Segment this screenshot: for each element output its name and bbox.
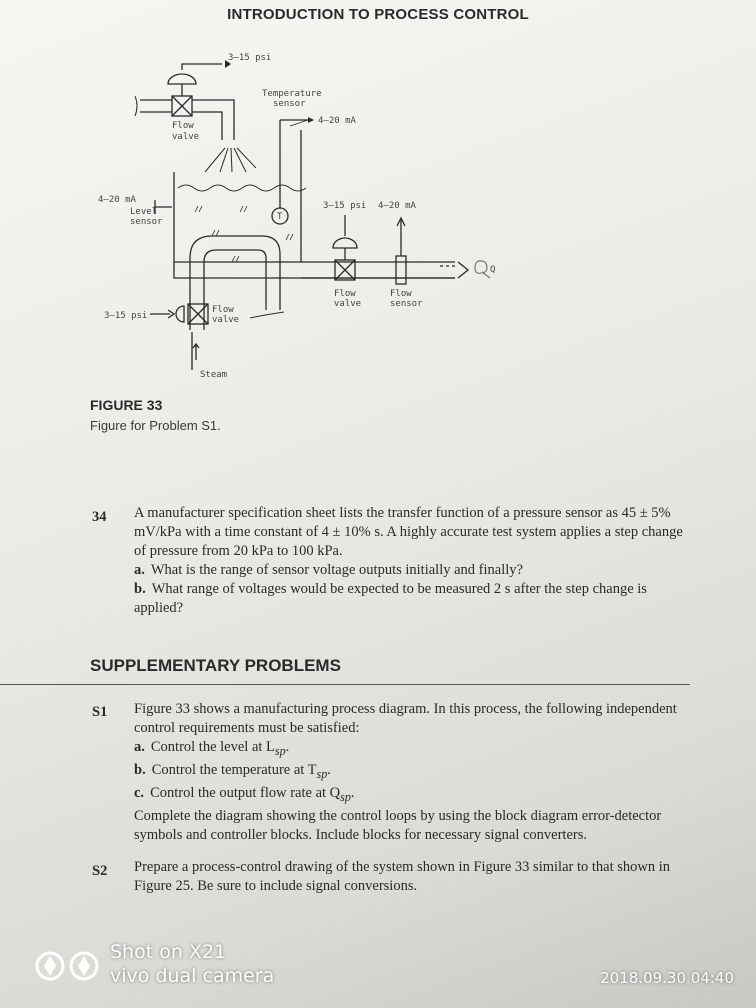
label-temp-sensor-2: sensor [273,99,306,109]
problem-outro: Complete the diagram showing the control loops by using the block diagram error-detector symbols and controller blocks. Include blocks for necessary signal converters. [134,807,662,843]
problem-number: S1 [92,704,108,720]
liquid-surface [178,185,306,191]
label-outlet-valve-2: valve [334,299,362,309]
label-right-ma: 4–20 mA [378,201,416,211]
problem-intro: Figure 33 shows a manufacturing process diagram. In this process, the following independent control requirements must be satisfied: [134,701,677,736]
item-label: a. [134,739,145,755]
process-diagram [0,0,756,400]
item-text: What range of voltages would be expected to be measured 2 s after the step change is applied? [134,581,647,616]
watermark-line-1: Shot on X21 [110,941,227,963]
watermark-line-2: vivo dual camera [110,965,275,987]
label-handwritten-q: Q [490,265,496,275]
label-level-sensor-1: Level [130,207,158,217]
figure-title: FIGURE 33 [90,397,163,413]
label-top-signal: 3–15 psi [228,53,272,63]
label-right-psi: 3–15 psi [323,201,367,211]
photo-timestamp: 2018.09.30 04:40 [600,969,734,987]
label-steam: Steam [200,370,228,380]
label-temp-sensor-1: Temperature [262,89,322,99]
problem-number: S2 [92,863,108,879]
label-t-symbol: T [277,212,283,222]
label-steam-valve-2: valve [212,315,240,325]
label-top-valve-1: Flow [172,121,194,131]
problem-number: 34 [92,509,107,525]
handwritten-q [475,261,490,278]
item-label: a. [134,562,145,578]
figure-caption: Figure for Problem S1. [90,418,221,433]
problem-text [134,858,694,896]
label-flow-sensor-2: sensor [390,299,423,309]
problem-text: Figure 33 shows a manufacturing process diagram. In this process, the following independent control requirements must be satisfied: a. Control the level at $L_{sp}$. b. Control the temperature at $T_{sp}$. c. Control the output flow rate at $Q_{sp}$. Complete the diagram showing the control loops by using the block diagram error-detector symbols and controller blocks. Include blocks for necessary signal converters. [134,700,694,845]
section-divider [0,684,690,685]
vivo-logo-icon [34,948,102,984]
item-text: What is the range of sensor voltage outputs initially and finally? [150,562,523,578]
item-label: b. [134,761,146,778]
item-label: b. [134,581,146,597]
label-outlet-valve-1: Flow [334,289,356,299]
label-steam-signal: 3–15 psi [104,311,148,321]
label-temp-signal: 4–20 mA [318,116,356,126]
label-level-sensor-2: sensor [130,217,163,227]
label-flow-sensor-1: Flow [390,289,412,299]
problem-intro: A manufacturer specification sheet lists the transfer function of a pressure sensor as 45 ± 5% mV/kPa with a time constant of 4 ± 10% s. A highly accurate test system applies a step change of pressure from 20 kPa to 100 kPa. [134,505,683,559]
item-label: c. [134,784,145,801]
label-steam-valve-1: Flow [212,305,234,315]
problem-text [134,504,694,618]
label-top-valve-2: valve [172,132,200,142]
section-title: SUPPLEMENTARY PROBLEMS [90,656,341,675]
problem-body: Prepare a process-control drawing of the system shown in Figure 33 similar to that shown in Figure 25. Be sure to include signal conversions. [134,859,670,894]
page-header: INTRODUCTION TO PROCESS CONTROL [227,6,529,23]
label-level-signal: 4–20 mA [98,195,136,205]
